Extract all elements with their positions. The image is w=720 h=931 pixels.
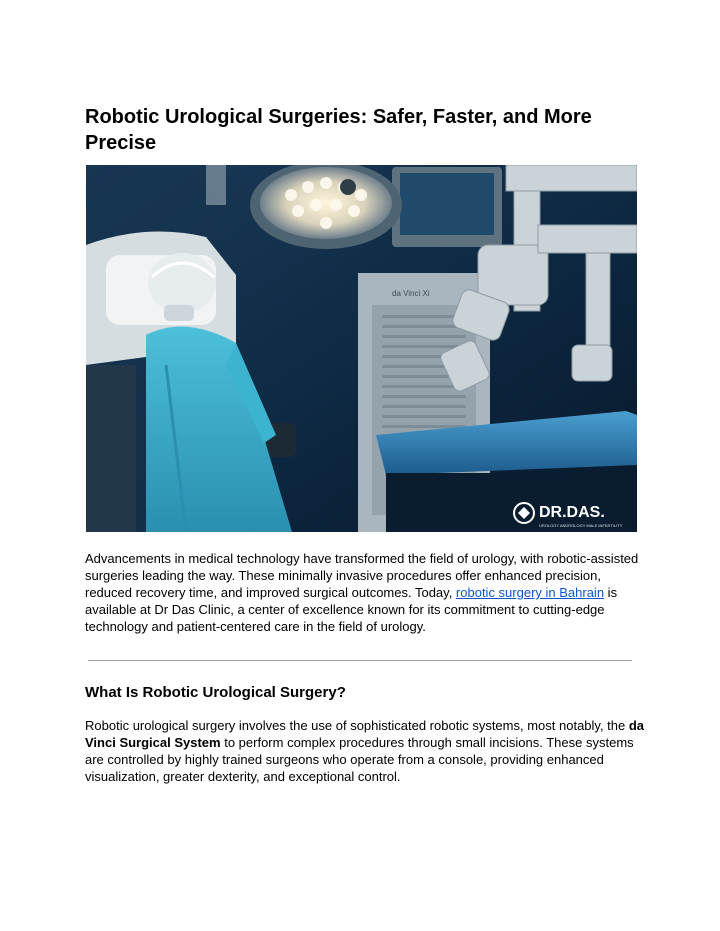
surgical-lamp-shape: [250, 165, 402, 249]
hero-image: [86, 165, 637, 532]
intro-text-start: Advancements in medical technology have transformed the field of urology, with robotic-assisted surgeries leading the way. These minimally invasive procedures offer enhanced precision, reduced recovery time, and improved surgical outcomes. Today,: [85, 551, 639, 600]
logo-text: DR.DAS.: [539, 504, 605, 521]
section-heading: What Is Robotic Urological Surgery?: [85, 684, 346, 701]
intro-paragraph: [85, 550, 645, 635]
intro-text-end: is available at Dr Das Clinic, a center of excellence known for its commitment to cutting-edge technology and patient-centered care in the field of urology.: [85, 585, 618, 634]
section-text-end: to perform complex procedures through small incisions. These systems are controlled by highly trained surgeons who operate from a console, providing enhanced visualization, greater dexterity, and exceptional control.: [85, 735, 634, 784]
machine-label: da Vinci Xi: [392, 289, 430, 298]
page-title: Robotic Urological Surgeries: Safer, Faster, and More Precise: [85, 106, 592, 154]
da-vinci-bold-text: da Vinci Surgical System: [85, 718, 645, 750]
horizontal-divider: [88, 660, 632, 661]
logo-subtext: UROLOGY ANDROLOGY MALE INFERTILITY: [539, 523, 623, 528]
section-paragraph: [85, 717, 645, 785]
section-text-start: Robotic urological surgery involves the use of sophisticated robotic systems, most notably, the: [85, 718, 629, 733]
robotic-surgery-bahrain-link[interactable]: robotic surgery in Bahrain: [455, 585, 605, 600]
